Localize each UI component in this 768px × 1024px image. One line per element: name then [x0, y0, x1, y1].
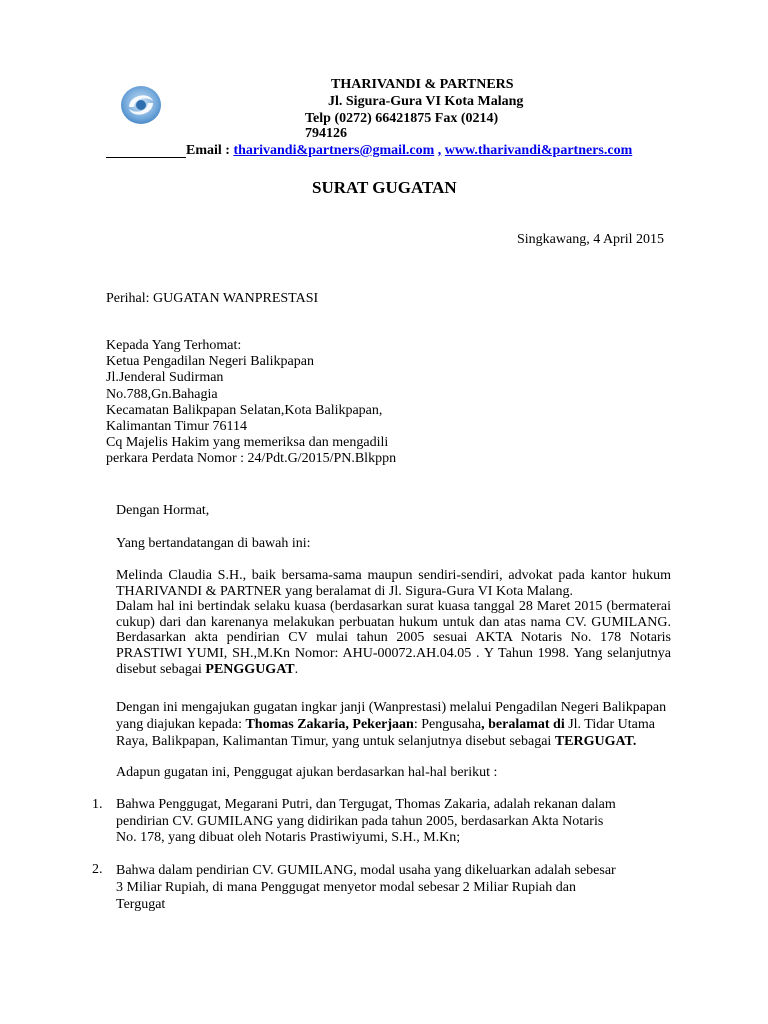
defendant-label: TERGUGAT. — [554, 734, 637, 749]
recipient-block — [106, 338, 396, 468]
website-link[interactable]: www.tharivandi&partners.com — [444, 143, 633, 158]
paragraph-line: Melinda Claudia S.H., baik bersama-sama maupun sendiri-sendiri, advokat pada kantor hukum — [116, 568, 671, 583]
list-line: 3 Miliar Rupiah, di mana Penggugat menyetor modal sebesar 2 Miliar Rupiah dan — [116, 880, 576, 895]
recipient-line: Kepada Yang Terhomat: — [106, 338, 242, 353]
paragraph-counsel — [116, 568, 671, 677]
recipient-line: Kalimantan Timur 76114 — [106, 419, 248, 435]
text-run: . — [294, 661, 299, 677]
recipient-line: Ketua Pengadilan Negeri Balikpapan — [106, 354, 314, 370]
paragraph-claim — [116, 699, 666, 750]
text-run: disebut sebagai — [116, 661, 206, 677]
list-item — [116, 797, 616, 847]
defendant-name: Thomas Zakaria, Pekerjaan — [245, 717, 414, 732]
recipient-line: Jl.Jenderal Sudirman — [106, 370, 224, 386]
paragraph-basis: Adapun gugatan ini, Penggugat ajukan berdasarkan hal-hal berikut : — [116, 765, 498, 780]
firm-phone: Telp (0272) 66421875 Fax (0214) — [305, 111, 499, 126]
plaintiff-label: PENGGUGAT — [205, 661, 295, 677]
email-link[interactable]: tharivandi&partners@gmail.com — [233, 143, 435, 158]
list-line: Bahwa dalam pendirian CV. GUMILANG, modal usaha yang dikeluarkan adalah sebesar — [116, 863, 616, 878]
recipient-line: No.788,Gn.Bahagia — [106, 386, 218, 402]
address-label: , beralamat di — [481, 717, 565, 732]
greeting: Dengan Hormat, — [116, 503, 210, 518]
recipient-line: Kecamatan Balikpapan Selatan,Kota Balikpapan, — [106, 402, 383, 418]
list-line: Tergugat — [116, 897, 166, 912]
paragraph-line: THARIVANDI & PARTNER yang beralamat di Jl. Sigura-Gura VI Kota Malang. — [116, 583, 573, 599]
list-item — [116, 862, 616, 913]
email-label: Email : — [186, 143, 230, 158]
paragraph-line: Dengan ini mengajukan gugatan ingkar janji (Wanprestasi) melalui Pengadilan Negeri Balikpapan — [116, 700, 667, 715]
paragraph-line: PRASTIWI YUMI, SH.,M.Kn Nomor: AHU-00072.AH.04.05 . Y Tahun 1998. Yang selanjutnya — [116, 645, 671, 661]
list-number: 1. — [92, 797, 103, 812]
text-run: : Pengusaha — [413, 717, 482, 732]
paragraph-line: cukup) dari dan karenanya melakukan perbuatan hukum untuk dan atas nama CV. GUMILANG. — [116, 614, 671, 630]
intro-line: Yang bertandatangan di bawah ini: — [116, 536, 311, 551]
list-line: Bahwa Penggugat, Megarani Putri, dan Tergugat, Thomas Zakaria, adalah rekanan dalam — [116, 797, 616, 812]
paragraph-line — [116, 733, 666, 750]
list-line: No. 178, yang dibuat oleh Notaris Prastiwiyumi, S.H., M.Kn; — [116, 830, 461, 845]
paragraph-line: Dalam hal ini bertindak selaku kuasa (berdasarkan surat kuasa tanggal 28 Maret 2015 (bermaterai — [116, 599, 671, 615]
recipient-line: Cq Majelis Hakim yang memeriksa dan mengadili — [106, 435, 389, 451]
firm-address: Jl. Sigura-Gura VI Kota Malang — [328, 94, 524, 109]
list-line: pendirian CV. GUMILANG yang didirikan pada tahun 2005, berdasarkan Akta Notaris — [116, 813, 604, 829]
paragraph-line — [116, 662, 671, 678]
header-rule — [106, 157, 186, 158]
firm-logo-icon — [119, 85, 163, 125]
letter-date: Singkawang, 4 April 2015 — [517, 232, 664, 247]
paragraph-line — [116, 716, 666, 733]
contact-separator: , — [437, 143, 442, 158]
paragraph-line: Berdasarkan akta pendirian CV mulai tahun 2005 sesuai AKTA Notaris No. 178 Notaris — [116, 630, 671, 646]
list-number: 2. — [92, 862, 103, 877]
text-run: Jl. Tidar Utama — [564, 717, 655, 732]
text-run: yang diajukan kepada: — [116, 717, 246, 732]
contact-row — [186, 142, 632, 159]
document-title: SURAT GUGATAN — [312, 178, 457, 197]
firm-name: THARIVANDI & PARTNERS — [331, 77, 514, 92]
firm-phone-cont: 794126 — [305, 126, 347, 141]
text-run: Raya, Balikpapan, Kalimantan Timur, yang untuk selanjutnya disebut sebagai — [116, 734, 555, 749]
recipient-line: perkara Perdata Nomor : 24/Pdt.G/2015/PN.Blkppn — [106, 451, 397, 467]
letter-subject: Perihal: GUGATAN WANPRESTASI — [106, 291, 319, 306]
